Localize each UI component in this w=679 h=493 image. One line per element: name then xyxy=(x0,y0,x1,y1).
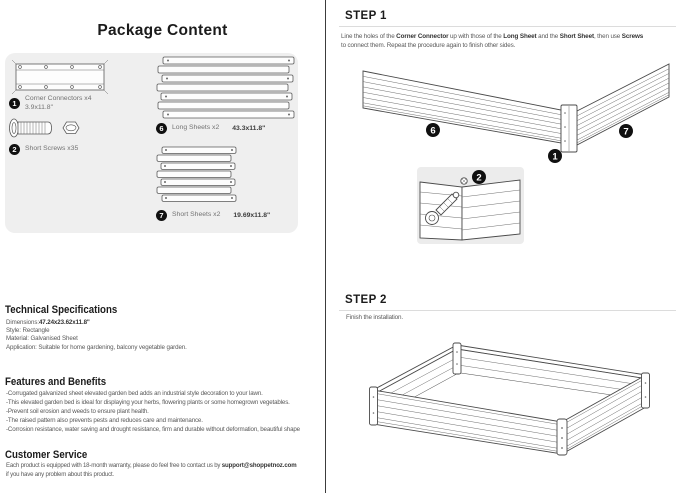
svg-text:2: 2 xyxy=(476,172,482,184)
step1-term-long-sheet: Long Sheet xyxy=(503,33,537,40)
badge-corner-connector xyxy=(548,149,562,163)
short-sheets-illustration xyxy=(156,146,239,203)
step1-text: and the xyxy=(536,33,560,40)
support-email: support@shoppetnoz.com xyxy=(221,462,297,469)
tech-style-line: Style: Rectangle xyxy=(6,327,50,335)
step1-term-short-sheet: Short Sheet xyxy=(559,33,594,40)
item-short-screws xyxy=(9,144,78,155)
page-title: Package Content xyxy=(97,22,228,39)
svg-text:7: 7 xyxy=(623,126,629,138)
badge-screw xyxy=(472,170,486,184)
item-long-dims: 43.3x11.8" xyxy=(232,125,266,132)
badge-7: 7 xyxy=(156,210,167,221)
item-corner-label: Corner Connectors x4 xyxy=(25,95,92,102)
tech-specs-heading: Technical Specifications xyxy=(5,304,118,316)
svg-text:6: 6 xyxy=(430,125,436,137)
service-text: Each product is equipped with 18-month warranty, please do feel free to contact us by xyxy=(6,462,222,469)
item-short-dims: 19.69x11.8" xyxy=(233,212,271,219)
package-content-panel xyxy=(5,53,298,233)
feature-line: -This elevated garden bed is ideal for displaying your herbs, flowering plants or some homegrown vegetables. xyxy=(6,399,290,406)
badge-2: 2 xyxy=(9,144,20,155)
item-long-label: Long Sheets x2 xyxy=(172,124,220,132)
step2-finished-bed-illustration xyxy=(360,333,660,483)
step1-rule xyxy=(339,26,676,27)
tech-dimensions-line: Dimensions:47.24x23.62x11.8" xyxy=(6,319,90,326)
step1-instructions xyxy=(341,33,675,50)
step1-text: , then use xyxy=(593,33,622,40)
vertical-divider xyxy=(325,0,326,493)
step1-text: up with those of the xyxy=(448,33,504,40)
step1-assembly-illustration xyxy=(338,55,675,180)
item-short-sheets xyxy=(156,210,270,221)
step2-instructions: Finish the installation. xyxy=(346,314,403,321)
step1-term-corner-connector: Corner Connector xyxy=(396,33,449,40)
item-screws-label: Short Screws x35 xyxy=(25,145,79,153)
badge-1: 1 xyxy=(9,98,20,109)
customer-service-body xyxy=(6,462,324,479)
badge-6: 6 xyxy=(156,123,167,134)
long-sheets-illustration xyxy=(156,56,297,120)
service-text: if you have any problem about this product. xyxy=(6,470,114,478)
tech-material-line: Material: Galvanised Sheet xyxy=(6,335,78,343)
badge-long-sheet xyxy=(426,123,440,137)
feature-line: -Corrosion resistance, water saving and drought resistance, firm and durable without deformation, beautiful shape xyxy=(6,426,300,433)
features-body xyxy=(6,389,324,434)
item-short-label: Short Sheets x2 xyxy=(172,211,221,219)
item-corner-connectors xyxy=(9,95,92,112)
step1-text: Line the holes of the xyxy=(341,33,397,40)
tech-application-line: Application: Suitable for home gardening, balcony vegetable garden. xyxy=(6,343,187,351)
svg-text:1: 1 xyxy=(552,151,558,163)
corner-connector-illustration xyxy=(10,57,110,97)
step2-rule xyxy=(339,310,676,311)
badge-short-sheet xyxy=(619,124,633,138)
feature-line: -The raised pattern also prevents pests and reduces care and maintenance. xyxy=(6,417,203,424)
features-heading: Features and Benefits xyxy=(5,376,107,388)
feature-line: -Prevent soil erosion and weeds to ensure plant health. xyxy=(6,408,149,415)
item-corner-dims: 3.9x11.8" xyxy=(25,103,53,111)
tech-specs-body xyxy=(6,319,321,352)
step1-screw-detail-inset xyxy=(416,166,526,246)
step2-heading: STEP 2 xyxy=(345,294,387,306)
customer-service-heading: Customer Service xyxy=(5,449,88,461)
step1-term-screws: Screws xyxy=(621,33,644,40)
screw-illustration xyxy=(7,117,83,139)
feature-line: -Corrugated galvanized sheet elevated garden bed adds an industrial style decoration to your lawn. xyxy=(6,390,263,397)
step1-heading: STEP 1 xyxy=(345,10,387,22)
item-long-sheets xyxy=(156,123,265,134)
step1-text: to connect them. Repeat the procedure again to finish other sides. xyxy=(341,41,516,49)
